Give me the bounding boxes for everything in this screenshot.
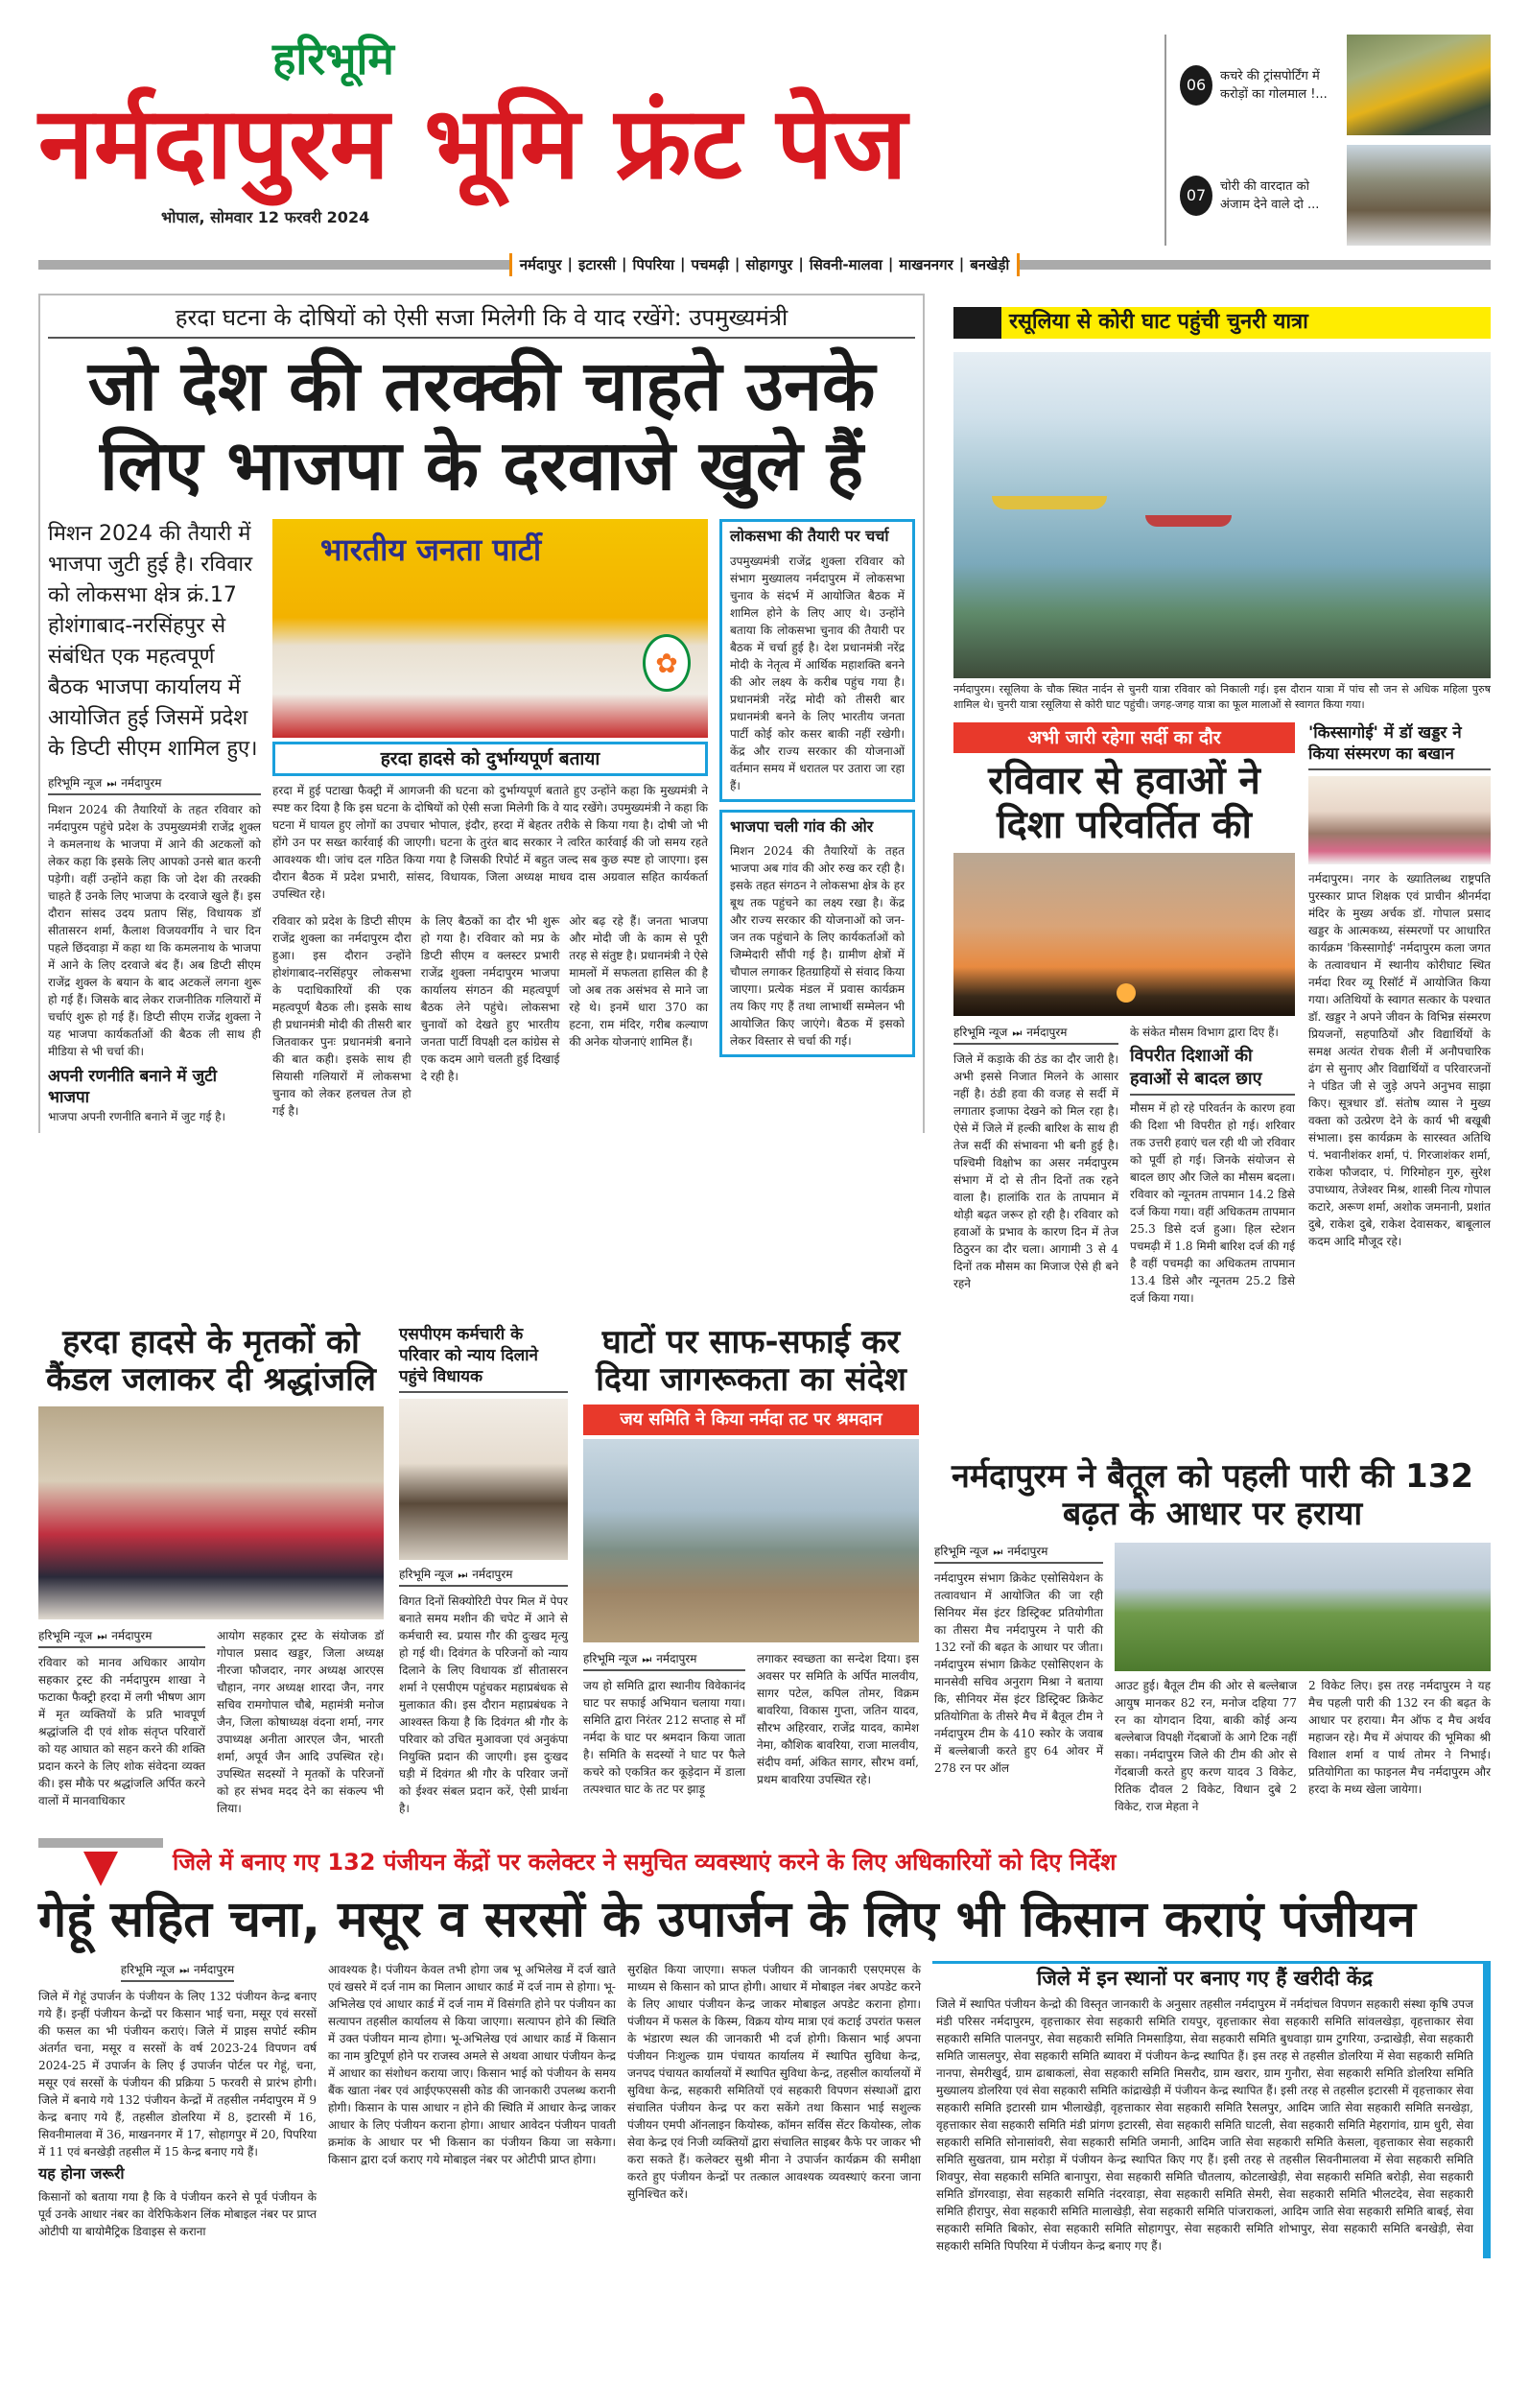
cricket-match-photo <box>1115 1543 1491 1671</box>
double-arrow-icon: ⏭ <box>458 1569 468 1582</box>
cricket-col-1 <box>934 1543 1103 1777</box>
bottom-columns <box>38 1961 1491 2258</box>
byline-place: नर्मदापुरम <box>656 1651 697 1665</box>
double-arrow-icon: ⏭ <box>106 776 117 790</box>
weather-headline: रविवार से हवाओं ने दिशा परिवर्तित की <box>988 759 1260 848</box>
candle-tribute-photo <box>38 1406 384 1619</box>
teaser-item[interactable] <box>1180 145 1491 246</box>
town-link[interactable]: सिवनी-मालवा <box>809 256 882 273</box>
lead-left-column <box>48 519 261 1125</box>
ghat-story <box>583 1324 919 1798</box>
page-title: नर्मदापुरम भूमि फ्रंट पेज <box>38 83 907 201</box>
rasuliya-headline: रसूलिया से कोरी घाट पहुंची चुनरी यात्रा <box>1009 310 1308 334</box>
teaser-text: चोरी की वारदात को अंजाम देने वाले दो ... <box>1220 178 1320 212</box>
purchase-centres-box <box>932 1961 1491 2258</box>
photo-banner-text: भारतीय जनता पार्टी <box>320 531 542 568</box>
bottom-kicker: जिले में बनाए गए 132 पंजीयन केंद्रों पर कलेक्टर ने समुचित व्यवस्थाएं करने के लिए अधिकारियों को दिए निर्देश <box>173 1848 1117 1876</box>
page-number-badge: 07 <box>1180 176 1212 216</box>
byline <box>953 1024 1118 1045</box>
separator: | <box>567 255 574 272</box>
lead-left-subhead: अपनी रणनीति बनाने में जुटी भाजपा <box>48 1066 218 1107</box>
bottom-body-1-tail: किसानों को बताया गया है कि वे पंजीयन करने से पूर्व पंजीयन के पूर्व उनके आधार नंबर का वेरिफिकेशन लिंक मोबाइल नंबर पर प्राप्त ओटीपी या बायोमैट्रिक डिवाइस से कराना <box>38 2189 317 2238</box>
bottom-kicker-row <box>38 1838 1491 1886</box>
brand-logo: हरिभूमि <box>272 33 394 84</box>
cricket-body-2: आउट हुई। बैतूल टीम की ओर से बल्लेबाज आयुष मानकर 82 रन, मनोज दहिया 77 रन का योगदान दिया, बाकी कोई अन्य बल्लेबाज विपक्षी गेंदबाजों के आगे टिक नहीं सका। नर्मदापुरम जिले की टीम की ओर से गेंदबाजी करते हुए करण यादव 3 विकेट, रितिक दौवल 2 विकेट, विधान दुबे 2 विकेट, राज मेहता ने <box>1115 1679 1297 1814</box>
ghat-body-1: जय हो समिति द्वारा स्थानीय विवेकानंद घाट पर सफाई अभियान चलाया गया। समिति द्वारा निरंतर 212 सप्ताह से माँ नर्मदा के घाट पर श्रमदान किया जाता है। समिति के सदस्यों ने घाट पर फैले कचरे को एकत्रित कर कूड़ेदान में डाला तत्पश्चात घाट के तट पर झाड़ू <box>583 1678 745 1796</box>
lead-lower-columns <box>272 912 708 1120</box>
town-link[interactable]: सोहागपुर <box>745 256 793 273</box>
gaon-box <box>719 810 915 1058</box>
cricket-right <box>1115 1543 1491 1815</box>
rasuliya-caption: नर्मदापुरम। रसूलिया के चौक स्थित नार्दन से चुनरी यात्रा रविवार को निकाली गई। इस दौरान यात्रा में पांच सौ जन से अधिक महिला पुरुष शामिल थे। चुनरी यात्रा रसूलिया से कोरी घाट पहुंची। जगह-जगह यात्रा का फूल मालाओं से स्वागत किया गया। <box>953 682 1491 711</box>
weather-body-1: जिले में कड़ाके की ठंड का दौर जारी है। अभी इससे निजात मिलने के आसार नहीं है। ठंडी हवा की वजह से सर्दी में लगातार इजाफा देखने को मिल रहा है। ऐसे में जिले में हल्की बारिश के साथ ही तेज सर्दी की संभावना भी बनी हुई है। पश्चिमी विक्षोभ का असर नर्मदापुरम संभाग में दो से तीन दिनों तक रहने वाला है। हालांकि रात के तापमान में थोड़ी बढ़त जरूर हो रही है। रविवार को हवाओं के प्रभाव के कारण दिन में तेज ठिठुरन का दौर चला। आगामी 3 से 4 दिनों तक मौसम का मिजाज ऐसे ही बने रहने <box>953 1052 1118 1291</box>
teaser-text: कचरे की ट्रांसपोर्टिंग में करोड़ों का गोलमाल !... <box>1220 68 1328 102</box>
bottom-headline: गेहूं सहित चना, मसूर व सरसों के उपार्जन के लिए भी किसान कराएं पंजीयन <box>38 1891 1416 1949</box>
weather-kissagoi-row <box>953 722 1491 1307</box>
double-arrow-icon: ⏭ <box>1012 1027 1023 1040</box>
spm-column <box>399 1566 568 1817</box>
lead-column: के लिए बैठकों का दौर भी शुरू हो गया है। रविवार को मप्र के डिप्टी सीएम व क्लस्टर प्रभारी राजेंद्र शुक्ला नर्मदापुरम भाजपा कार्यालय संगठन की महत्वपूर्ण बैठक लेने पहुंचे। लोकसभा चुनावों को देखते हुए भारतीय जनता पार्टी विपक्षी दल कांग्रेस से एक कदम आगे चलती हुई दिखाई दे रही है। <box>420 914 560 1084</box>
candle-headline: हरदा हादसे के मृतकों को कैंडल जलाकर दी श्रद्धांजलि <box>46 1323 376 1400</box>
ghat-kicker: जय समिति ने किया नर्मदा तट पर श्रमदान <box>583 1405 919 1434</box>
candle-body-2: आयोग सहकार ट्रस्ट के संयोजक डॉ गोपाल प्रसाद खड्डर, जिला अध्यक्ष नीरजा फौजदार, नगर अध्यक्ष आरएस चौहान, नगर अध्यक्ष शारदा जैन, नगर सचिव रामगोपाल चौबे, महामंत्री मनोज जैन, जिला कोषाध्यक्ष वंदना शर्मा, नगर उपाध्यक्ष अनीता आरएल जैन, भारती शर्मा, अपूर्व जैन आदि उपस्थित रहे। उपस्थित सदस्यों ने मृतकों के परिजनों को हर संभव मदद देने का संकल्प भी लिया। <box>217 1629 384 1816</box>
byline-agency: हरिभूमि न्यूज <box>38 1629 93 1643</box>
byline-place: नर्मदापुरम <box>1026 1026 1068 1040</box>
ghat-columns <box>583 1650 919 1798</box>
middle-band <box>38 1324 1491 1817</box>
harda-heading: हरदा हादसे को दुर्भाग्यपूर्ण बताया <box>380 747 600 769</box>
town-link[interactable]: बनखेड़ी <box>970 256 1010 273</box>
towns-bar <box>38 253 1491 276</box>
double-arrow-icon: ⏭ <box>97 1630 107 1643</box>
cricket-columns <box>1115 1677 1491 1815</box>
ghat-body-2: लगाकर स्वच्छता का सन्देश दिया। इस अवसर पर समिति के अर्पित मालवीय, सागर पटेल, कपिल तोमर, विक्रम बावरिया, विकास गुप्ता, जतिन यादव, सौरभ अहिरवार, राजेंद्र यादव, कामेश नेमा, कौशिक बावरिया, राजा मालवीय, संदीप वर्मा, अंकित सागर, सौरभ वर्मा, प्रथम बावरिया उपस्थित रहे। <box>757 1651 919 1786</box>
town-link[interactable]: पिपरिया <box>632 256 675 273</box>
byline-agency: हरिभूमि न्यूज <box>48 775 103 790</box>
lead-body-grid <box>48 519 915 1125</box>
town-link[interactable]: इटारसी <box>578 256 616 273</box>
lead-kicker: हरदा घटना के दोषियों को ऐसी सजा मिलेगी कि वे याद रखेंगे: उपमुख्यमंत्री <box>48 303 915 339</box>
sunset-sky-photo <box>953 853 1295 1016</box>
page-number-badge: 06 <box>1180 65 1212 106</box>
river-boats-photo <box>953 352 1491 678</box>
byline <box>121 1961 234 1982</box>
byline-place: नर्मदापुरम <box>194 1963 235 1977</box>
section-bar <box>38 1838 163 1848</box>
rasuliya-header <box>953 307 1491 339</box>
byline-agency: हरिभूमि न्यूज <box>953 1026 1008 1040</box>
double-arrow-icon: ⏭ <box>179 1964 189 1977</box>
lead-left-body: मिशन 2024 की तैयारियों के तहत रविवार को नर्मदापुरम पहुंचे प्रदेश के उपमुख्यमंत्री राजेंद्र शुक्ल ने कमलनाथ के भाजपा में आने की अटकलों को लेकर कहा कि इसके लिए आपको उनसे बात करनी पड़ेगी। वहीं उन्होंने कहा कि जो देश की तरक्की चाहते हैं उनके लिए भाजपा के दरवाजे खुले हैं। इस दौरान सांसद उदय प्रताप सिंह, विधायक डॉ सीतासरन शर्मा, कैलाश विजयवर्गीय ने चार दिन पहले छिंदवाड़ा में कहा था कि कमलनाथ के भाजपा में आने के लिए दरवाजे बंद हैं। अब डिप्टी सीएम राजेंद्र शुक्ल के बयान के बाद अटकलें लगना शुरू हो गई हैं। जिसके बाद लेकर राजनीतिक गलियारों में चर्चाएं शुरू हो गई हैं। डिप्टी सीएम राजेंद्र शुक्ला ने यह भाजपा कार्यकर्ताओं की बैठक ली साथ ही मीडिया से भी चर्चा की। <box>48 802 261 1058</box>
cricket-body-3: 2 विकेट लिए। इस तरह नर्मदापुरम ने यह मैच पहली पारी की 132 रन की बढ़त के आधार पर हराया। मैन ऑफ द मैच अर्थव महाजन रहे। मैच में अंपायर की भूमिका श्री विशाल शर्मा व पार्थ तोमर ने निभाई। प्रतियोगिता का फाइनल मैच नर्मदापुरम और हरदा के मध्य खेला जायेगा। <box>1308 1679 1491 1797</box>
section-marker <box>38 1838 163 1886</box>
spm-story <box>399 1324 568 1817</box>
harda-body: हरदा में हुई पटाखा फैक्ट्री में आगजनी की घटना को दुर्भाग्यपूर्ण बताते हुए उन्होंने कहा कि मुख्यमंत्री ने स्पष्ट कर दिया है कि इस घटना के दोषियों को ऐसी सजा मिलेगी कि वे याद रखेंगे। उपमुख्यमंत्री ने कहा कि घटना में घायल हुए लोगों का उपचार भोपाल, इंदौर, हरदा में बेहतर तरीके से किया गया है। दोषी जो भी होंगे उन पर सख्त कार्रवाई की जाएगी। घटना के तुरंत बाद सरकार ने त्वरित कार्रवाई की जो समय रहते आवश्यक थी। जांच दल गठित किया गया है जिसकी रिपोर्ट में बहुत जल्द सब कुछ स्पष्ट हो जाएगा। इस दौरान बैठक में प्रदेश प्रभारी, सांसद, विधायक, जिला अध्यक्ष माधव दास अग्रवाल सहित कार्यकर्ता उपस्थित रहे। <box>272 784 708 902</box>
weather-col-1 <box>953 1024 1118 1292</box>
masthead <box>38 35 1491 246</box>
ghat-cleaning-photo <box>583 1439 919 1642</box>
brand-chevron-icon <box>83 1852 118 1886</box>
ghat-col-1 <box>583 1650 745 1798</box>
separator: | <box>680 255 686 272</box>
byline-place: नर्मदापुरम <box>472 1568 513 1582</box>
weather-col-2 <box>1130 1024 1295 1307</box>
separator: | <box>958 255 965 272</box>
lead-column: ओर बढ़ रहे हैं। जनता भाजपा और मोदी जी के काम से पूरी तरह से संतुष्ट है। प्रधानमंत्री ने ऐसे मामलों में सफलता हासिल की है जो अब तक असंभव से माने जा रहे थे। इनमें धारा 370 का हटना, राम मंदिर, गरीब कल्याण की अनेक योजनाएं शामिल हैं। <box>569 914 709 1050</box>
loksabha-body: उपमुख्यमंत्री राजेंद्र शुक्ला रविवार को संभाग मुख्यालय नर्मदापुरम में लोकसभा चुनाव के संदर्भ में आयोजित बैठक में शामिल होने के लिए आए थे। उन्होंने बताया कि लोकसभा चुनाव की तैयारी पर बैठक में चर्चा हुई है। देश प्रधानमंत्री नरेंद्र मोदी के नेतृत्व में आर्थिक महाशक्ति बनने की ओर लक्ष्य के करीब पहुंच गया है। प्रधानमंत्री नरेंद्र मोदी को तीसरी बार प्रधानमंत्री बनने के लिए भारतीय जनता पार्टी कोई कोर कसर बाकी नहीं रखेगी। केंद्र और राज्य सरकार की योजनाओं वर्तमान समय में धरातल पर उतारा जा रहा हैं। <box>730 554 905 792</box>
dateline: भोपाल, सोमवार 12 फरवरी 2024 <box>161 208 370 227</box>
gaon-body: मिशन 2024 की तैयारियों के तहत भाजपा अब गांव की ओर रुख कर रही है। इसके तहत संगठन ने लोकसभा क्षेत्र के हर बूथ तक पहुंचने का लक्ष्य रखा है। केंद्र और राज्य सरकार की योजनाओं को जन-जन तक पहुंचाने के लिए कार्यकर्ताओं को जिम्मेदारी सौंपी गई है। ग्रामीण क्षेत्रों में चौपाल लगाकर हितग्राहियों से संवाद किया जाएगा। प्रत्येक मंडल में प्रवास कार्यक्रम तय किए गए हैं तथा लाभार्थी सम्मेलन भी आयोजित किए जाएंगे। बैठक में इसको लेकर विस्तार से चर्चा की गई। <box>730 844 905 1049</box>
header-bar-accent <box>953 307 1001 339</box>
cricket-body-1: नर्मदापुरम संभाग क्रिकेट एसोसियेशन के तत्वावधान में आयोजित की जा रही सिनियर मेंस इंटर डिस्ट्रिक्ट प्रतियोगीता का तीसरा मैच नर्मदापुरम ने पारी की 132 रनों की बढ़त के आधार पर जीता। नर्मदापुरम संभाग क्रिकेट एसोसिएशन के मानसेवी सचिव अनुराग मिश्रा ने बताया कि, सीनियर मेंस इंटर डिस्ट्रिक्ट क्रिकेट प्रतियोगिता के तीसरे मैच में बैतूल टीम ने नर्मदापुरम टीम के 410 स्कोर के जवाब में बल्लेबाजी करते हुए 64 ओवर में 278 रन पर ऑल <box>934 1571 1103 1776</box>
police-photo <box>1347 145 1491 246</box>
byline <box>38 1627 205 1648</box>
byline <box>399 1566 568 1587</box>
kissagoi-body: नर्मदापुरम। नगर के ख्यातिलब्ध राष्ट्रपति पुरस्कार प्राप्त शिक्षक एवं प्राचीन श्रीनर्मदा मंदिर के मुख्य अर्चक डॉ. गोपाल प्रसाद खड्डर के आत्मकथ्य, संस्मरणों पर आधारित कार्यक्रम 'किस्सागोई' नर्मदापुरम कला जगत के तत्वावधान में स्थानीय कोरीघाट स्थित नर्मदा रिवर व्यू रिसॉर्ट में आयोजित किया गया। अतिथियों के स्वागत सत्कार के पश्चात डॉ. खड्डर ने अपने जीवन के विभिन्न संस्मरण प्रियजनों, सहपाठियों और विद्यार्थियों के समक्ष अत्यंत रोचक शैली में अनौपचारिक ढंग से सुनाए और विद्यार्थियों व परिवारजनों ने पंडित जी से जुड़े अपने अनुभव साझा किए। सूत्रधार डॉ. संतोष व्यास ने मुख्य वक्ता को उत्प्रेरण देने के कार्य भी बखूबी संभाला। इस कार्यक्रम के सारस्वत अतिथि पं. भवानीशंकर शर्मा, पं. गिरजाशंकर शर्मा, राकेश फौजदार, पं. गिरिमोहन गुरु, सुरेश उपाध्याय, तेजेश्वर मिश्र, शास्त्री नित्य गोपाल कटारे, अरूण शर्मा, अशोक जमनानी, प्रशांत दुबे, राकेश दुबे, राकेश देवासकर, बाबूलाल कदम आदि मौजूद रहे। <box>1308 871 1491 1248</box>
bottom-body-2: आवश्यक है। पंजीयन केवल तभी होगा जब भू अभिलेख में दर्ज खाते एवं खसरे में दर्ज नाम का मिलान आधार कार्ड में दर्ज नाम से होगा। भू-अभिलेख एवं आधार कार्ड में दर्ज नाम में विसंगति होने पर पंजीयन का सत्यापन तहसील कार्यालय से किया जाएगा। सत्यापन होने की स्थिति में उक्त पंजीयन मान्य होगा। भू-अभिलेख एवं आधार कार्ड में किसान का नाम त्रुटिपूर्ण होने पर राजस्व अमले से अथवा आधार पंजीयन केन्द्र में आधार का संशोधन कराया जाए। किसान भाई को पंजीयन के समय बैंक खाता नंबर एवं आईएफएससी कोड की जानकारी उपलब्ध करानी होगी। किसान के पास आधार न होने की स्थिति में आधार केन्द्र जाकर आधार के लिए पंजीयन कराना होगा। आधार आवेदन पंजीयन पावती क्रमांक के आधार पर भी किसान का पंजीयन किया जा सकेगा। किसान द्वारा दर्ज कराए गये मोबाइल नंबर पर ओटीपी प्राप्त होगा। <box>328 1963 616 2167</box>
spm-body: विगत दिनों सिक्योरिटी पेपर मिल में पेपर बनाते समय मशीन की चपेट में आने से कर्मचारी स्व. प्रयास गौर की दुःखद मृत्यु हो गई थी। दिवंगत के परिजनों को न्याय दिलाने के लिए विधायक डॉ सीतासरन शर्मा ने एसपीएम पहुंचकर महाप्रबंधक से मुलाकात की। इस दौरान महाप्रबंधक ने आश्वस्त किया है कि दिवंगत श्री गौर के परिवार को उचित मुआवजा एवं अनुकंपा नियुक्ति प्रदान की जाएगी। इस दुःखद घड़ी में दिवंगत श्री गौर के परिवार जनों को ईश्वर संबल प्रदान करें, ऐसी प्रार्थना है। <box>399 1594 568 1816</box>
separator: | <box>622 255 627 272</box>
bottom-body-3: सुरक्षित किया जाएगा। सफल पंजीयन की जानकारी एसएमएस के माध्यम से किसान को प्राप्त होगी। आधार में मोबाइल नंबर अपडेट करने के लिए आधार पंजीयन केन्द्र जाकर मोबाइल अपडेट कराना होगा। पंजीयन में फसल के किस्म, विक्रय योग्य मात्रा एवं कटाई उपरांत फसल के भंडारण स्थल की जानकारी भी दर्ज होगी। किसान भाई अपना पंजीयन निःशुल्क ग्राम पंचायत कार्यालय में स्थापित सुविधा केन्द्र, जनपद पंचायत कार्यालयों में स्थापित सुविधा केन्द्र, तहसील कार्यालयों में सुविधा केन्द्र, सहकारी समितियों एवं सहकारी विपणन संस्थाओं द्वारा संचालित पंजीयन केन्द्र पर करा सकेंगे तथा किसान भाई सशुल्क पंजीयन एमपी ऑनलाइन कियोस्क, कॉमन सर्विस सेंटर कियोस्क, लोक सेवा केन्द्र एवं निजी व्यक्तियों द्वारा संचालित साइबर कैफे पर जाकर भी करा सकते हैं। कलेक्टर सुश्री मीना ने उपार्जन कार्यक्रम की समीक्षा करते हुए पंजीयन केन्द्रों पर तत्काल आवश्यक व्यवस्थाएं करना जाना सुनिश्चित करें। <box>627 1963 921 2202</box>
lead-intro: मिशन 2024 की तैयारी में भाजपा जुटी हुई है। रविवार को लोकसभा क्षेत्र क्रं.17 होशंगाबाद-नरसिंहपुर से संबंधित एक महत्वपूर्ण बैठक भाजपा कार्यालय में आयोजित हुई जिसमें प्रदेश के डिप्टी सीएम शामिल हुए। <box>48 521 258 761</box>
kissagoi-story <box>1308 722 1491 1250</box>
masthead-left <box>38 35 1141 227</box>
candle-body-1: रविवार को मानव अधिकार आयोग सहकार ट्रस्ट की नर्मदापुरम शाखा ने फटाका फैक्ट्री हरदा में लगी भीषण आग में मृत व्यक्तियों के प्रति भावपूर्ण श्रद्धांजलि दी एवं शोक संतृप्त परिवारों को यह आघात को सहन करने की शक्ति प्रदान करने के लिए शोक संवेदना व्यक्त की। इस मौके पर श्रद्धांजलि अर्पित करने वालों में मानवाधिकार <box>38 1656 205 1808</box>
byline-agency: हरिभूमि न्यूज <box>399 1568 454 1582</box>
byline <box>934 1543 1103 1564</box>
candle-story <box>38 1324 384 1817</box>
towns-nav <box>509 253 1021 276</box>
double-arrow-icon: ⏭ <box>993 1546 1003 1559</box>
bjp-lotus-icon: ✿ <box>643 634 691 692</box>
lead-right-column <box>719 519 915 1058</box>
bottom-body-1: जिले में गेहूं उपार्जन के पंजीयन के लिए 132 पंजीयन केन्द्र बनाए गये हैं। इन्हीं पंजीयन केन्द्रों पर किसान भाई चना, मसूर एवं सरसों की फसल का भी पंजीयन कराएं। जिले में प्राइस सपोर्ट स्कीम अंतर्गत चना, मसूर व सरसों के वर्ष 2023-24 विपणन वर्ष 2024-25 में उपार्जन के लिए ई उपार्जन पोर्टल पर गेहूं, चना, मसूर एवं सरसों के पंजीयन की प्रक्रिया 5 फरवरी से प्रारंभ होगी। जिले में बनाये गये 132 पंजीयन केन्द्रों में तहसील नर्मदापुरम में 9 केन्द्र बनाए गये हैं, तहसील डोलरिया में 8, इटारसी में 16, सिवनीमालवा में 36, माखननगर में 17, सोहागपुर में 20, पिपरिया में 11 एवं बनखेड़ी तहसील में 15 केन्द्र बनाए गये हैं। <box>38 1990 317 2160</box>
byline-place: नर्मदापुरम <box>121 775 162 790</box>
separator: | <box>887 255 894 272</box>
candle-col-1 <box>38 1627 205 1809</box>
lead-left-tail: भाजपा अपनी रणनीति बनाने में जुट गई है। <box>48 1109 226 1123</box>
sun <box>1117 983 1136 1003</box>
weather-kicker: अभी जारी रहेगा सर्दी का दौर <box>953 722 1295 754</box>
town-link[interactable]: पचमढ़ी <box>691 256 729 273</box>
bottom-col-1 <box>38 1961 317 2240</box>
cricket-headline: नर्मदापुरम ने बैतूल को पहली पारी की 132 बढ़त के आधार पर हराया <box>951 1457 1474 1534</box>
byline <box>48 774 261 795</box>
harda-subheading-box <box>272 742 708 777</box>
byline-place: नर्मदापुरम <box>111 1629 153 1643</box>
weather-body-lead: के संकेत मौसम विभाग द्वारा दिए हैं। <box>1130 1026 1279 1040</box>
weather-body-2: मौसम में हो रहे परिवर्तन के कारण हवा की दिशा भी विपरीत हो गई। शरिवार तक उत्तरी हवाएं चल रही थी जो रविवार को पूर्वी हो गई। जिनके संयोजन से बादल छाए और जिले का मौसम बदला। रविवार को न्यूनतम तापमान 14.2 डिसे दर्ज किया गया। वहीं अधिकतम तापमान 25.3 डिसे दर्ज हुआ। हिल स्टेशन पचमढ़ी में 1.8 मिमी बारिश दर्ज की गई है वहीं पचमढ़ी का अधिकतम तापमान 13.4 डिसे और न्यूनतम 25.2 डिसे दर्ज किया गया। <box>1130 1101 1295 1306</box>
lead-center-column <box>272 519 708 1121</box>
cricket-body <box>934 1543 1491 1815</box>
town-link[interactable]: माखननगर <box>899 256 953 273</box>
spm-meeting-photo <box>399 1399 568 1560</box>
loksabha-heading: लोकसभा की तैयारी पर चर्चा <box>730 526 889 545</box>
lead-column: रविवार को प्रदेश के डिप्टी सीएम राजेंद्र शुक्ला का नर्मदापुरम दौरा हुआ। इस दौरान उन्होंने होशंगाबाद-नरसिंहपुर लोकसभा के पदाधिकारियों की एक महत्वपूर्ण बैठक ली। इसके साथ ही प्रधानमंत्री मोदी की तीसरी बार जितवाकर पुनः प्रधानमंत्री बनाने की बात कही। इसके साथ ही सियासी गलियारों में लोकसभा चुनाव को लेकर हलचल तेज हो गई है। <box>272 914 412 1119</box>
byline-place: नर्मदापुरम <box>1007 1545 1048 1559</box>
byline-agency: हरिभूमि न्यूज <box>120 1963 176 1977</box>
byline-agency: हरिभूमि न्यूज <box>583 1651 638 1665</box>
gaon-heading: भाजपा चली गांव की ओर <box>730 816 874 836</box>
town-link[interactable]: नर्मदापुर <box>519 256 562 273</box>
weather-subhead: विपरीत दिशाओं की हवाओं से बादल छाए <box>1130 1045 1295 1096</box>
lead-story <box>38 294 925 1133</box>
garbage-van-photo <box>1347 35 1491 135</box>
teaser-item[interactable] <box>1180 35 1491 135</box>
candle-columns <box>38 1627 384 1817</box>
weather-story <box>953 722 1295 1307</box>
purchase-centres-body: जिले में स्थापित पंजीयन केन्द्रो की विस्तृत जानकारी के अनुसार तहसील नर्मदापुरम में नर्मदांचल विपणन सहकारी संस्था कृषि उपज मंडी परिसर नर्मदापुरम, वृहत्ताकार सेवा सहकारी समिति रायपुर, वृहत्ताकार सेवा सहकारी समिति सांवलखेड़ा, वृहत्ताकार सेवा सहकारी समिति पालनपुर, सेवा सहकारी समिति निमसाड़िया, सेवा सहकारी समिति बुधवाड़ा ग्राम टुगरिया, उन्द्राखेड़ी, सेवा सहकारी समिति जासलपुर, सेवा सहकारी समिति ब्यावरा में पंजीयन केन्द्र स्थापित हैं। इस तरह से तहसील डोलरिया में सेवा सहकारी समिति नानपा, सेमरीखुर्द, ग्राम ढाबाकलां, सेवा सहकारी समिति मिसरौद, ग्राम खरार, ग्राम गुनौरा, सेवा सहकारी समिति डोलरिया समिति मुख्यालय डोलरिया एवं सेवा सहकारी समिति कांद्राखेड़ी में पंजीयन केन्द्र स्थापित हैं। इसी तरह से तहसील इटारसी में वृहत्ताकार सेवा सहकारी समिति इटारसी ग्राम भीलाखेड़ी, वृहत्ताकार सेवा सहकारी समिति रैसलपुर, आदिम जाति सेवा सहकारी समिति सनखेड़ा, वृहत्ताकार सेवा सहकारी समिति मंडी प्रांगण इटारसी, सेवा सहकारी समिति घाटली, सेवा सहकारी समिति मेहरागांव, ग्राम धुरी, सेवा सहकारी समिति सोनासांवरी, सेवा सहकारी समिति जमानी, आदिम जाति सेवा सहकारी समिति केसला, वृहत्ताकार सेवा सहकारी समिति सुखतवा, ग्राम मरोड़ा में पंजीयन केन्द्र स्थापित किए गए हैं। इसी तरह से तहसील सिवनीमालवा में सेवा सहकारी समिति शिवपुर, सेवा सहकारी समिति बानापुरा, सेवा सहकारी समिति चौतलाय, कोटलाखेड़ी, सेवा सहकारी समिति बरोड़ी, सेवा सहकारी समिति डोंगरवाड़ा, सेवा सहकारी समिति नंदरवाड़ा, सेवा सहकारी समिति सेमरी, सेवा सहकारी समिति भीलटदेव, सेवा सहकारी समिति हीरापुर, सेवा सहकारी समिति मालाखेड़ी, सेवा सहकारी समिति पांजराकलां, आदिम जाति सेवा सहकारी समिति बाबई, सेवा सहकारी समिति बिकोर, सेवा सहकारी समिति सोहागपुर, सेवा सहकारी समिति शोभापुर, सेवा सहकारी समिति बनखेड़ी, सेवा सहकारी समिति पिपरिया में पंजीयन केन्द्र बनाए गए हैं। <box>936 1997 1473 2254</box>
loksabha-box <box>719 519 915 802</box>
teasers <box>1164 35 1491 246</box>
right-column <box>953 294 1491 1307</box>
byline-agency: हरिभूमि न्यूज <box>934 1545 989 1559</box>
lead-headline: जो देश की तरक्की चाहते उनके लिए भाजपा के दरवाजे खुले हैं <box>87 345 876 506</box>
weather-columns <box>953 1024 1295 1307</box>
top-section <box>38 294 1491 1307</box>
kissagoi-headline: 'किस्सागोई' में डॉ खड्डर ने किया संस्मरण का बखान <box>1308 722 1491 770</box>
cricket-story <box>934 1458 1491 1815</box>
purchase-centres-heading: जिले में इन स्थानों पर बनाए गए हैं खरीदी केंद्र <box>1036 1967 1374 1991</box>
double-arrow-icon: ⏭ <box>642 1652 652 1665</box>
boat <box>1145 515 1232 527</box>
bjp-meeting-photo <box>272 519 708 738</box>
byline <box>583 1650 745 1671</box>
spm-headline: एसपीएम कर्मचारी के परिवार को न्याय दिलाने पहुंचे विधायक <box>399 1324 568 1393</box>
bottom-subhead: यह होना जरूरी <box>38 2164 125 2184</box>
kissagoi-event-photo <box>1308 776 1491 864</box>
separator: | <box>734 255 741 272</box>
separator: | <box>798 255 804 272</box>
ghat-headline: घाटों पर साफ-सफाई कर दिया जागरूकता का संदेश <box>596 1323 906 1400</box>
boat <box>992 496 1107 509</box>
